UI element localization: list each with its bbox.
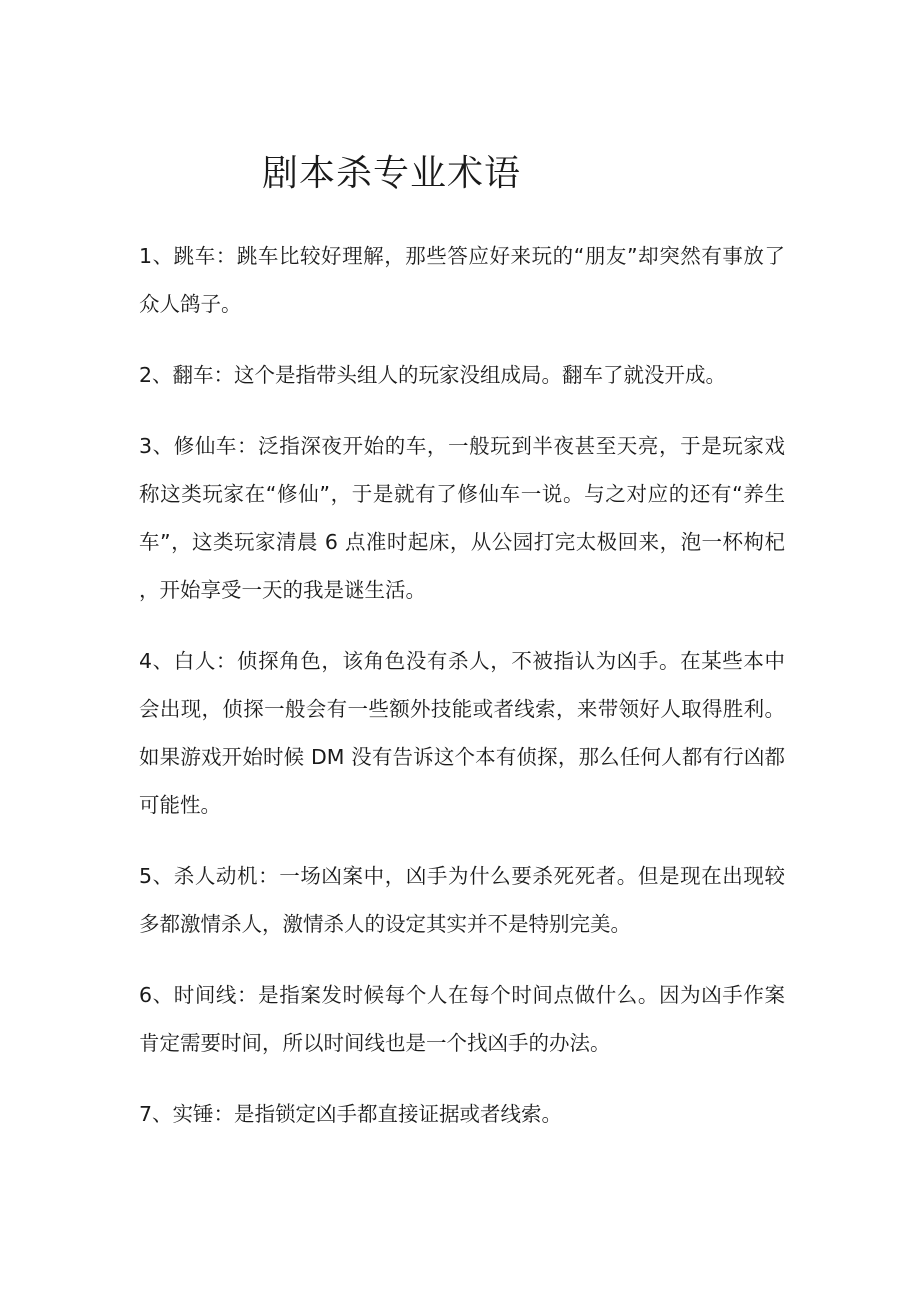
- term-item-3: 3、修仙车：泛指深夜开始的车，一般玩到半夜甚至天亮，于是玩家戏称这类玩家在“修仙”，于是就有了修仙车一说。与之对应的还有“养生车”，这类玩家清晨 6 点准时起床，从公园打完太极回来，泡一杯枸杞，开始享受一天的我是谜生活。: [139, 434, 785, 602]
- term-item-6: 6、时间线：是指案发时候每个人在每个时间点做什么。因为凶手作案肯定需要时间，所以时间线也是一个找凶手的办法。: [139, 983, 785, 1055]
- term-item-1: 1、跳车：跳车比较好理解，那些答应好来玩的“朋友”却突然有事放了众人鸽子。: [139, 244, 785, 316]
- term-item-5: 5、杀人动机：一场凶案中，凶手为什么要杀死死者。但是现在出现较多都激情杀人，激情杀人的设定其实并不是特别完美。: [139, 864, 785, 936]
- term-item-2: 2、翻车：这个是指带头组人的玩家没组成局。翻车了就没开成。: [139, 363, 727, 387]
- term-item-7: 7、实锤：是指锁定凶手都直接证据或者线索。: [139, 1102, 563, 1126]
- term-item-4: 4、白人：侦探角色，该角色没有杀人，不被指认为凶手。在某些本中会出现，侦探一般会有一些额外技能或者线索，来带领好人取得胜利。如果游戏开始时候 DM 没有告诉这个本有侦探，那么任何人都有行凶都可能性。: [139, 649, 785, 817]
- term-list: [139, 232, 785, 1161]
- page-title: 剧本杀专业术语: [262, 153, 522, 194]
